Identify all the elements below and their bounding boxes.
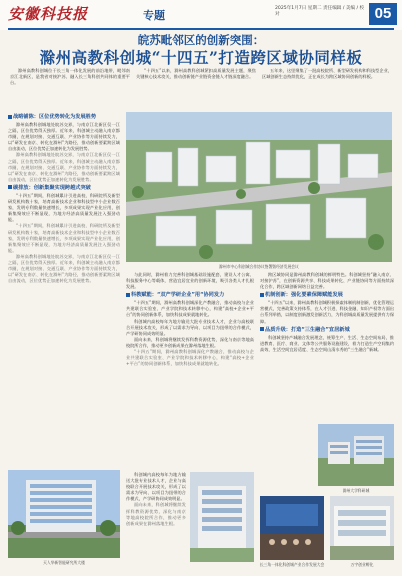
body-text: “十四五”期间，滁州高教科创城深化产教融合，推动高校与企业共建联合实验室、产业学院和技术转移中心，构建“高校+企业+平台”的协同创新体系，加快科技成果就地转化。 <box>126 300 254 318</box>
intro-column-1 <box>10 68 130 118</box>
section-tag: 专题 <box>143 9 165 22</box>
body-text: “十四五”期间，科创城累计引进高校、科研院所及新型研发机构数十家，培育高新技术企业和科技型中小企业数百家，发明专利数量快速增长，多项成果实现产业化应用，创新集聚效应不断显现，为地方经济高质量发展注入强劲动能。 <box>8 223 120 253</box>
right-column <box>260 272 394 422</box>
square-bullet-icon <box>126 293 130 297</box>
photo-caption: 滁州市中心科创城合作协议签署暨经济发展会议 <box>219 264 299 269</box>
intro-text: 滁州高教科创城位于长三角一体化发展的前沿地带，毗邻南京江北新区，是我省对接沪苏、融入长三角科创共同体的重要平台。 <box>10 68 130 86</box>
body-text: 科创城坚持产城融合发展理念，统筹生产、生活、生态空间布局，推进教育、医疗、商业、文体等公共服务设施建设，着力打造生产空间集约高效、生活空间宜居适度、生态空间山清水秀的“三生融合”新城。 <box>260 334 394 352</box>
body-text: “十四五”期间，科创城累计引进高校、科研院所及新型研发机构数十家，培育高新技术企业和科技型中小企业数百家，发明专利数量快速增长，多项成果实现产业化应用，创新集聚效应不断显现，为地方经济高质量发展注入强劲动能。 <box>8 192 120 223</box>
middle-column <box>126 272 254 472</box>
aerial-photo <box>126 112 392 262</box>
body-text: 滁州高教科创城地处皖苏交界，与南京江北新区仅一江之隔，区位优势得天独厚。近年来，科创城主动融入南京都市圈，在规划对接、交通互联、产业协作等方面持续发力，以“研发在南京、转化在滁州”为路径，推动创新要素跨区域自由流动，区位优势正加速转化为发展胜势。 <box>8 122 120 152</box>
headline-kicker: 皖苏毗邻区的创新突围： <box>137 33 265 47</box>
middle-lower-column <box>126 472 186 568</box>
photo-caption: 滁州大学科研城 <box>342 488 370 493</box>
subheading: 科教赋能：“双产学研企业”用“协同发力 <box>126 292 254 299</box>
inset-photo-image <box>190 472 254 562</box>
body-text: 与此同时，滁州着力完善科创城基础设施配套，建设人才公寓、科技服务中心等载体，营造宜居宜业的创新环境，吸引各类人才扎根发展。 <box>126 272 254 290</box>
photo-caption: 长三角一体化科创城产业合作发展大会 <box>259 562 325 567</box>
newspaper-logo: 安徽科技报 <box>8 5 89 23</box>
header-rule <box>8 28 394 30</box>
body-text: 面向未来，科创城将继续发挥科教资源优势，深化与南京等地高校院所合作，推动更多创新成果在滁州落地生根。 <box>126 336 254 348</box>
square-bullet-icon <box>8 115 12 119</box>
intro-column-2 <box>136 68 256 118</box>
body-text: 滁州高教科创城地处皖苏交界，与南京江北新区仅一江之隔，区位优势得天独厚。近年来，科创城主动融入南京都市圈，在规划对接、交通互联、产业协作等方面持续发力，以“研发在南京、转化在滁州”为路径，推动创新要素跨区域自由流动，区位优势正加速转化为发展胜势。 <box>8 253 120 284</box>
body-text: 科创城内高校每年为地方输送大批专业技术人才，企业与高校联合开展技术攻关，形成了以需求为导向、以项目为纽带的合作模式，产学研协同成效明显。 <box>126 318 254 336</box>
body-text: “十四五”以来，滁州高教科创城积极探索体制机制创新，优化管理运营模式，完善政策支持体系，在人才引进、科技金融、知识产权等方面出台系列举措，以制度创新激发创新活力，为科创城高质量发展提供有力保障。 <box>260 300 394 324</box>
body-text: 面向未来，科创城将继续发挥科教资源优势，深化与南京等地高校院所合作，推动更多创新成果在滁州落地生根。 <box>126 502 186 526</box>
left-column <box>8 112 120 467</box>
body-text: 跨区域协同是滁州高教科创城的鲜明特色。科创城坚持“融入南京、对接沪苏”，在创新资源共享、科技成果转化、产业链协同等方面持续深化合作，跨区域创新网络日益完善。 <box>260 272 394 290</box>
body-text: 滁州高教科创城地处皖苏交界，与南京江北新区仅一江之隔，区位优势得天独厚。近年来，科创城主动融入南京都市圈，在规划对接、交通互联、产业协作等方面持续发力，以“研发在南京、转化在滁州”为路径，推动创新要素跨区域自由流动，区位优势正加速转化为发展胜势。 <box>8 152 120 182</box>
conference-photo <box>260 496 324 560</box>
campus-photo <box>318 424 394 486</box>
body-text: 科创城内高校每年为地方输送大批专业技术人才，企业与高校联合开展技术攻关，形成了以需求为导向、以项目为纽带的合作模式，产学研协同成效明显。 <box>126 472 186 502</box>
incubator-photo-image <box>330 496 394 560</box>
building-photo-image <box>8 470 120 558</box>
incubator-photo <box>330 496 394 560</box>
inset-photo <box>190 472 254 562</box>
square-bullet-icon <box>260 293 264 297</box>
subheading: 品质升级：打造“三生融合”宜居新城 <box>260 327 394 334</box>
masthead <box>0 0 402 30</box>
headline-title: 滁州高教科创城“十四五”打造跨区域协同样板 <box>39 48 363 67</box>
page-number: 05 <box>369 3 397 25</box>
date-line: 2025年1月7日 星期二 责任编辑 / 美编 / 校对 <box>275 6 365 17</box>
intro-text: 五年来，这里聚集了一批高校院所、新型研发机构和科技型企业，区域创新生态持续优化，正在成长为跨区域协同创新的样板。 <box>262 68 392 80</box>
subheading: 碳排放：创新集聚实现跨越式突破 <box>8 185 120 192</box>
square-bullet-icon <box>8 185 12 189</box>
intro-column-3 <box>262 68 392 118</box>
subheading: 机制创新：强化要素保障赋能发展 <box>260 292 394 299</box>
photo-caption: 天人华新智能研究所大楼 <box>43 560 85 565</box>
body-text: “十四五”期间，滁州高教科创城深化产教融合，推动高校与企业共建联合实验室、产业学院和技术转移中心，构建“高校+企业+平台”的协同创新体系，加快科技成果就地转化。 <box>126 349 254 367</box>
campus-photo-image <box>318 424 394 486</box>
building-photo <box>8 470 120 558</box>
conference-photo-image <box>260 496 324 560</box>
intro-text: “十四五”以来，滁州高教科创城紧扣高质量发展主题，聚焦关键核心技术攻关，推动创新链产业链资金链人才链深度融合。 <box>136 68 256 80</box>
subheading: 战略铺陈：区位优势转化为发展胜势 <box>8 114 120 121</box>
square-bullet-icon <box>260 327 264 331</box>
aerial-photo-image <box>126 112 392 262</box>
photo-caption: 万宇创业孵化 <box>350 562 374 567</box>
